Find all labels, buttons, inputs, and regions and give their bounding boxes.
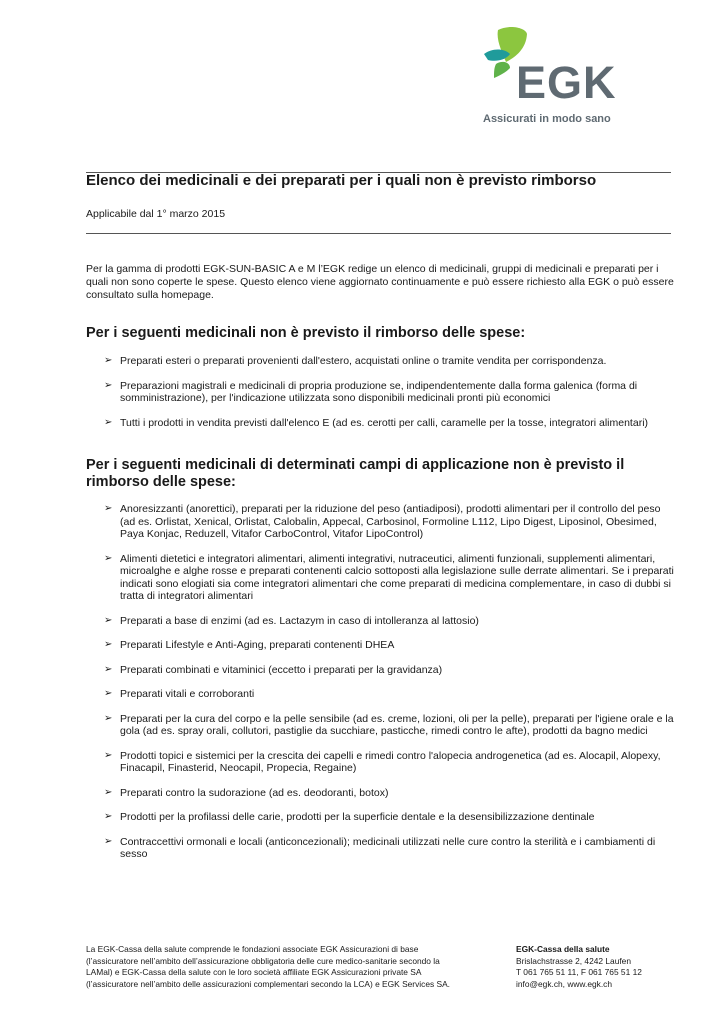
list-item (104, 688, 676, 701)
list-item (104, 787, 676, 800)
arrow-bullet-icon: ➢ (104, 688, 113, 699)
egk-logo (482, 24, 632, 129)
arrow-bullet-icon: ➢ (104, 552, 113, 564)
list-item (104, 750, 676, 775)
arrow-bullet-icon: ➢ (104, 639, 113, 650)
list-item-text: Preparati a base di enzimi (ad es. Lactazym in caso di intolleranza al lattosio) (120, 614, 479, 627)
list-item-text: Preparazioni magistrali e medicinali di propria produzione se, indipendentemente dalla forma galenica (forma di somministrazione), per l'indicazione utilizzata sono disponibili medicinali pronti più economici (120, 379, 638, 404)
list-item (104, 713, 676, 738)
list-item-text: Preparati per la cura del corpo e la pelle sensibile (ad es. creme, lozioni, oli per la pelle), preparati per l'igiene orale e la gola (ad es. spray orali, collutori, pastiglie da succhiare, pasticche, rimedi contro le afte), prodotti da bagno medici (120, 712, 674, 737)
title-bottom-rule (86, 233, 671, 234)
list-item-text: Prodotti per la profilassi delle carie, prodotti per la superficie dentale e la desensibilizzazione dentinale (120, 811, 595, 823)
list-item-text: Preparati esteri o preparati provenienti dall'estero, acquistati online o tramite vendita per corrispondenza. (120, 355, 607, 367)
list-item (104, 503, 676, 541)
logo-wordmark: EGK (516, 57, 617, 108)
list-item (104, 811, 676, 824)
arrow-bullet-icon: ➢ (104, 503, 113, 514)
section-2-title: Per i seguenti medicinali di determinati campi di applicazione non è previsto il rimborso delle spese: (86, 457, 625, 490)
footer-address: Brislachstrasse 2, 4242 Laufen (516, 955, 631, 966)
arrow-bullet-icon: ➢ (104, 712, 113, 724)
arrow-bullet-icon: ➢ (104, 379, 113, 391)
section-1-title: Per i seguenti medicinali non è previsto il rimborso delle spese: (86, 325, 526, 341)
list-item (104, 836, 676, 861)
list-item (104, 615, 676, 628)
list-item-text: Contraccettivi ormonali e locali (anticoncezionali); medicinali utilizzati nelle cure contro la sterilità e i cambiamenti di sesso (120, 835, 656, 860)
list-item-text: Anoresizzanti (anorettici), preparati per la riduzione del peso (antiadiposi), prodotti alimentari per il controllo del peso (ad es. Orlistat, Xenical, Orlistat, Calobalin, Appecal, Carbosinol, Formoline L112, Lipo Digest, Liposinol, Obesimed, Paya Konjac, Reduzell, Vitafor CarboControl, Vitafor LipoControl) (120, 503, 661, 540)
applicable-date: Applicabile dal 1° marzo 2015 (86, 208, 226, 220)
list-item (104, 639, 676, 652)
footer-org-name: EGK-Cassa della salute (516, 944, 610, 954)
footer-web: info@egk.ch, www.egk.ch (516, 978, 613, 989)
list-item-text: Preparati Lifestyle e Anti-Aging, preparati contenenti DHEA (120, 639, 395, 651)
list-item-text: Preparati contro la sudorazione (ad es. deodoranti, botox) (120, 786, 389, 799)
arrow-bullet-icon: ➢ (104, 663, 113, 675)
arrow-bullet-icon: ➢ (104, 355, 113, 366)
list-item-text: Alimenti dietetici e integratori alimentari, alimenti integrativi, nutraceutici, alimenti funzionali, supplementi alimentari, microalghe e alghe rosse e preparati contenenti calcio sottoposti alla legislazione sulle derrate alimentari. Se i preparati indicati sono elogiati sia come integratori alimentari che come preparati di medicina complementare, in caso di dubbi si tratta di integratori alimentari (120, 552, 674, 602)
list-item (104, 380, 676, 405)
document-title: Elenco dei medicinali e dei preparati per i quali non è previsto rimborso (86, 172, 597, 189)
arrow-bullet-icon: ➢ (104, 416, 113, 428)
list-item (104, 553, 676, 603)
section-2-list (104, 503, 676, 873)
section-1-list (104, 355, 676, 441)
arrow-bullet-icon: ➢ (104, 835, 113, 847)
list-item (104, 355, 676, 368)
list-item-text: Tutti i prodotti in vendita previsti dall'elenco E (ad es. cerotti per calli, caramelle per la tosse, integratori alimentari) (120, 416, 649, 429)
intro-paragraph: Per la gamma di prodotti EGK-SUN-BASIC A e M l’EGK redige un elenco di medicinali, gruppi di medicinali e preparati per i quali non sono coperte le spese. Questo elenco viene aggiornato continuamente e può essere richiesto alla EGK o può essere consultato sulla homepage. (86, 263, 674, 301)
list-item (104, 417, 676, 430)
list-item-text: Preparati combinati e vitaminici (eccetto i preparati per la gravidanza) (120, 663, 443, 676)
arrow-bullet-icon: ➢ (104, 811, 113, 822)
logo-tagline: Assicurati in modo sano (483, 113, 611, 125)
footer-phone: T 061 765 51 11, F 061 765 51 12 (516, 967, 642, 977)
arrow-bullet-icon: ➢ (104, 614, 113, 626)
list-item (104, 664, 676, 677)
footer-contact (516, 944, 642, 990)
arrow-bullet-icon: ➢ (104, 786, 113, 798)
arrow-bullet-icon: ➢ (104, 749, 113, 761)
list-item-text: Preparati vitali e corroboranti (120, 688, 255, 700)
footer-legal-text: La EGK-Cassa della salute comprende le fondazioni associate EGK Assicurazioni di base (l’assicuratore nell’ambito dell’assicurazione obbligatoria delle cure medico-sanitarie secondo la LAMal) e EGK-Cassa della salute con le loro società affiliate EGK Assicurazioni private SA (l’assicuratore nell’ambito delle assicurazioni complementari secondo la LCA) e EGK Services SA. (86, 944, 451, 989)
list-item-text: Prodotti topici e sistemici per la crescita dei capelli e rimedi contro l'alopecia androgenetica (ad es. Alocapil, Alopexy, Finacapil, Finasterid, Neocapil, Propecia, Regaine) (120, 749, 661, 774)
